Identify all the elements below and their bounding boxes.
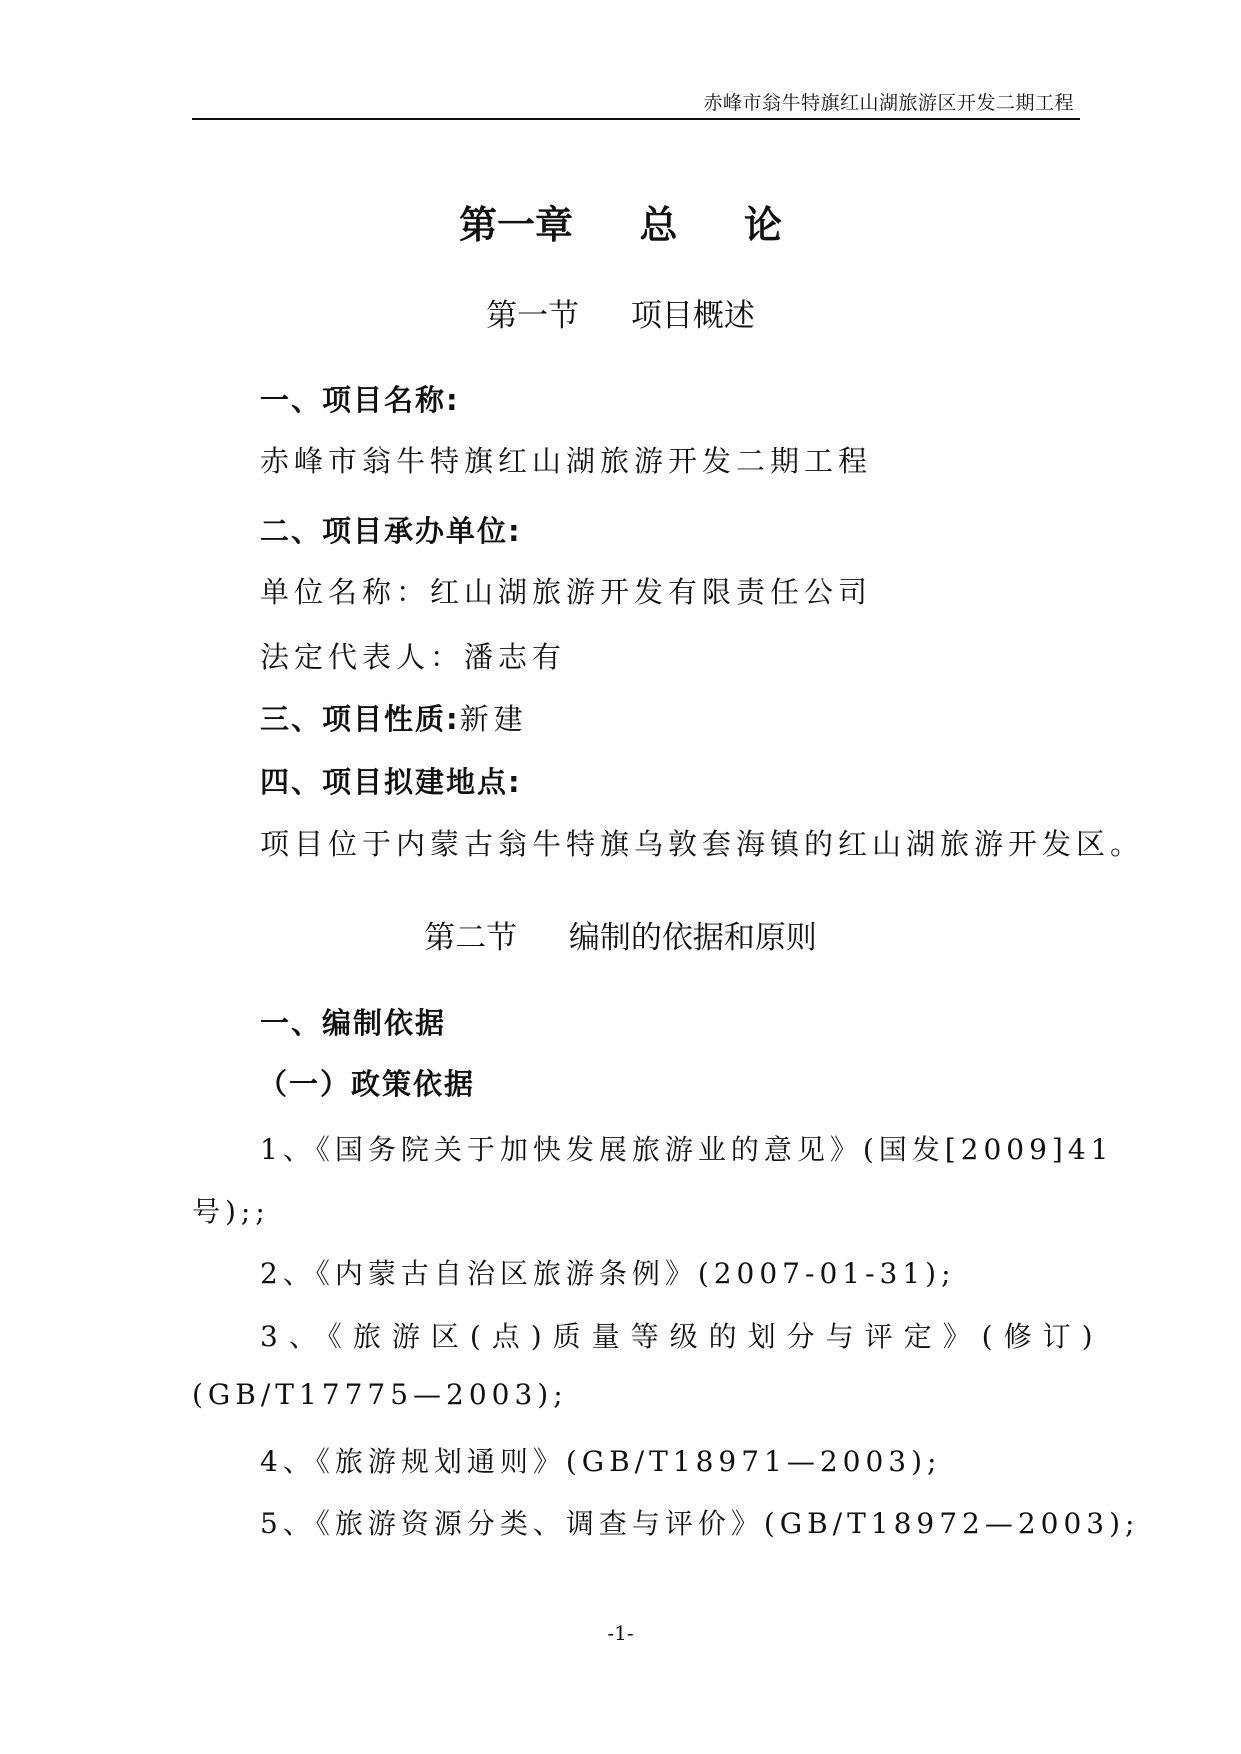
reference-1-line-1: 1、《国务院关于加快发展旅游业的意见》(国发[2009]41 [260,1133,1114,1166]
reference-3-line-2: (GB/T17775—2003); [192,1378,568,1411]
section-1-title [0,290,1241,335]
location-text: 项目位于内蒙古翁牛特旗乌敦套海镇的红山湖旅游开发区。 [260,827,1145,861]
section-2-title [0,912,1241,957]
item-heading-location: 四、项目拟建地点: [260,765,522,799]
chapter-number: 第一章 [459,203,574,247]
item-heading-project-name: 一、项目名称: [260,383,460,417]
reference-5: 5、《旅游资源分类、调查与评价》(GB/T18972—2003); [260,1507,1140,1540]
section-1-number: 第一节 [486,298,580,334]
page-header [192,82,1080,120]
item-heading-nature [260,697,528,738]
subsubheading-policy: （一）政策依据 [258,1067,476,1101]
item-heading-organizer: 二、项目承办单位: [260,514,522,548]
section-1-name: 项目概述 [630,298,755,334]
reference-3-line-1: 3、《旅游区(点)质量等级的划分与评定》(修订) [260,1320,1104,1353]
project-name-text: 赤峰市翁牛特旗红山湖旅游开发二期工程 [260,444,873,478]
reference-4: 4、《旅游规划通则》(GB/T18971—2003); [260,1445,942,1478]
subheading-basis: 一、编制依据 [260,1006,447,1040]
nature-value: 新建 [459,702,528,736]
section-2-name: 编制的依据和原则 [568,920,817,956]
reference-2: 2、《内蒙古自治区旅游条例》(2007-01-31); [260,1257,956,1290]
header-title: 赤峰市翁牛特旗红山湖旅游区开发二期工程 [703,92,1074,114]
organizer-name-text: 单位名称：红山湖旅游开发有限责任公司 [260,575,873,609]
chapter-title-part-1: 总 [639,203,678,247]
page-number: -1- [607,1621,634,1645]
nature-label: 三、项目性质: [260,702,460,736]
chapter-title-part-2: 论 [743,203,782,247]
reference-1-line-2: 号);; [192,1195,270,1228]
legal-representative-text: 法定代表人：潘志有 [260,640,567,674]
section-2-number: 第二节 [424,920,518,956]
chapter-title [0,194,1241,249]
